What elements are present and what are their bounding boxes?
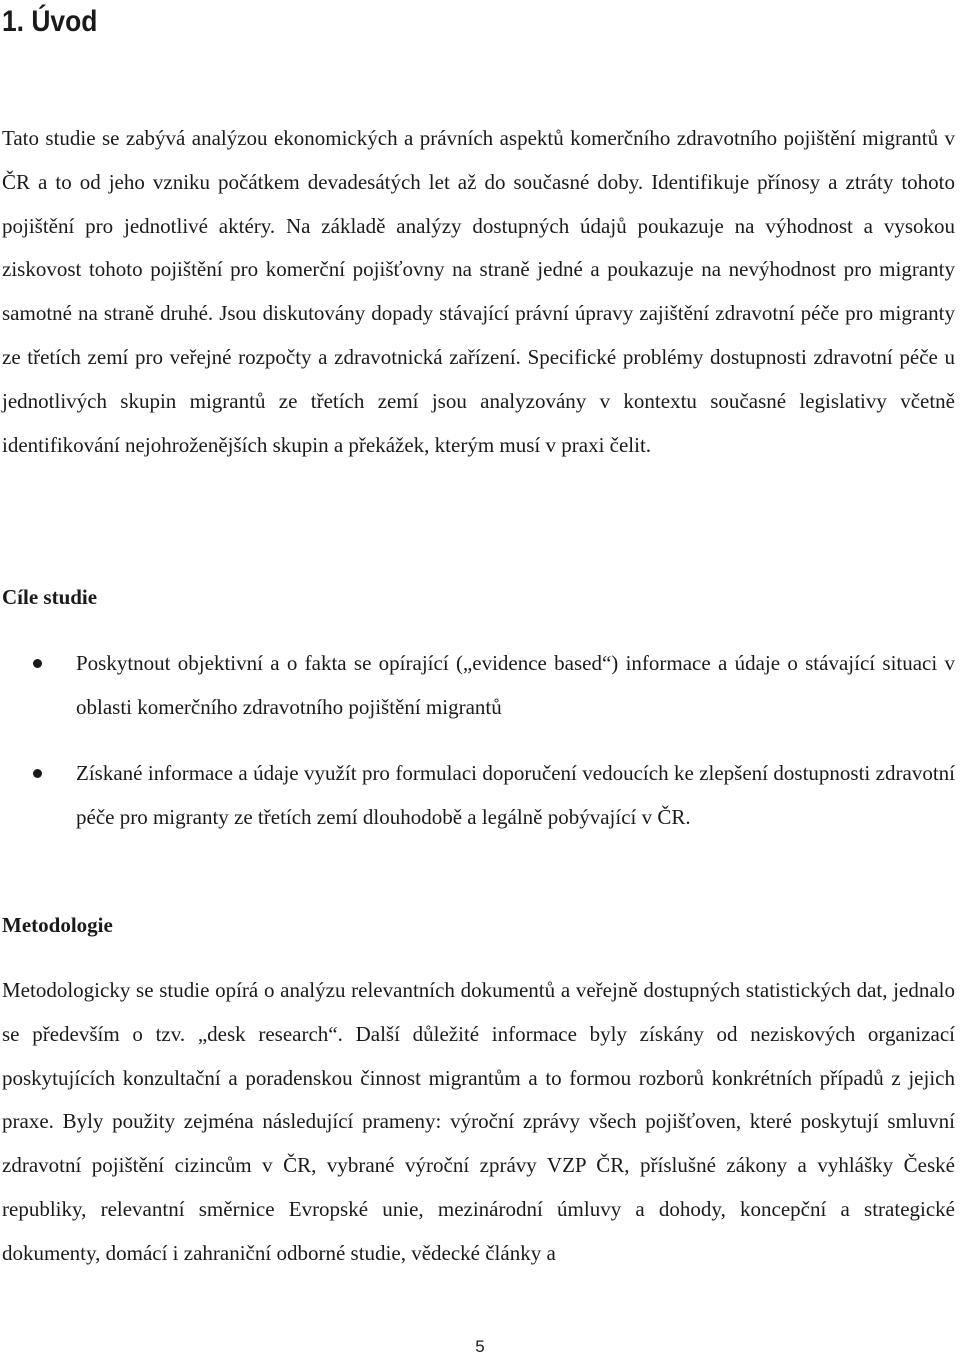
bullet-icon [33,659,42,668]
bullet-icon [33,769,42,778]
list-item-text: Získané informace a údaje využít pro formulaci doporučení vedoucích ke zlepšení dostupnosti zdravotní péče pro migranty ze třetích zemí dlouhodobě a legálně pobývající v ČR. [76,761,955,829]
methodology-heading: Metodologie [2,913,113,937]
methodology-paragraph: Metodologicky se studie opírá o analýzu relevantních dokumentů a veřejně dostupných statistických dat, jednalo se především o tzv. „desk research“. Další důležité informace byly získány od neziskových organizací poskytujících konzultační a poradenskou činnost migrantům a to formou rozborů konkrétních případů z jejich praxe. Byly použity zejména následující prameny: výroční zprávy všech pojišťoven, které poskytují smluvní zdravotní pojištění cizincům v ČR, vybrané výroční zprávy VZP ČR, příslušné zákony a vyhlášky České republiky, relevantní směrnice Evropské unie, mezinárodní úmluvy a dohody, koncepční a strategické dokumenty, domácí i zahraniční odborné studie, vědecké články a [2,978,955,1265]
page-title: 1. Úvod [2,5,98,38]
page-number: 5 [475,1337,485,1356]
goals-heading: Cíle studie [2,585,98,609]
intro-paragraph: Tato studie se zabývá analýzou ekonomických a právních aspektů komerčního zdravotního pojištění migrantů v ČR a to od jeho vzniku počátkem devadesátých let až do současné doby. Identifikuje přínosy a ztráty tohoto pojištění pro jednotlivé aktéry. Na základě analýzy dostupných údajů poukazuje na výhodnost a vysokou ziskovost tohoto pojištění pro komerční pojišťovny na straně jedné a poukazuje na nevýhodnost pro migranty samotné na straně druhé. Jsou diskutovány dopady stávající právní úpravy zajištění zdravotní péče pro migranty ze třetích zemí pro veřejné rozpočty a zdravotnická zařízení. Specifické problémy dostupnosti zdravotní péče u jednotlivých skupin migrantů ze třetích zemí jsou analyzovány v kontextu současné legislativy včetně identifikování nejohroženějších skupin a překážek, kterým musí v praxi čelit. [2,126,955,457]
list-item-text: Poskytnout objektivní a o fakta se opírající („evidence based“) informace a údaje o stávající situaci v oblasti komerčního zdravotního pojištění migrantů [76,651,955,719]
